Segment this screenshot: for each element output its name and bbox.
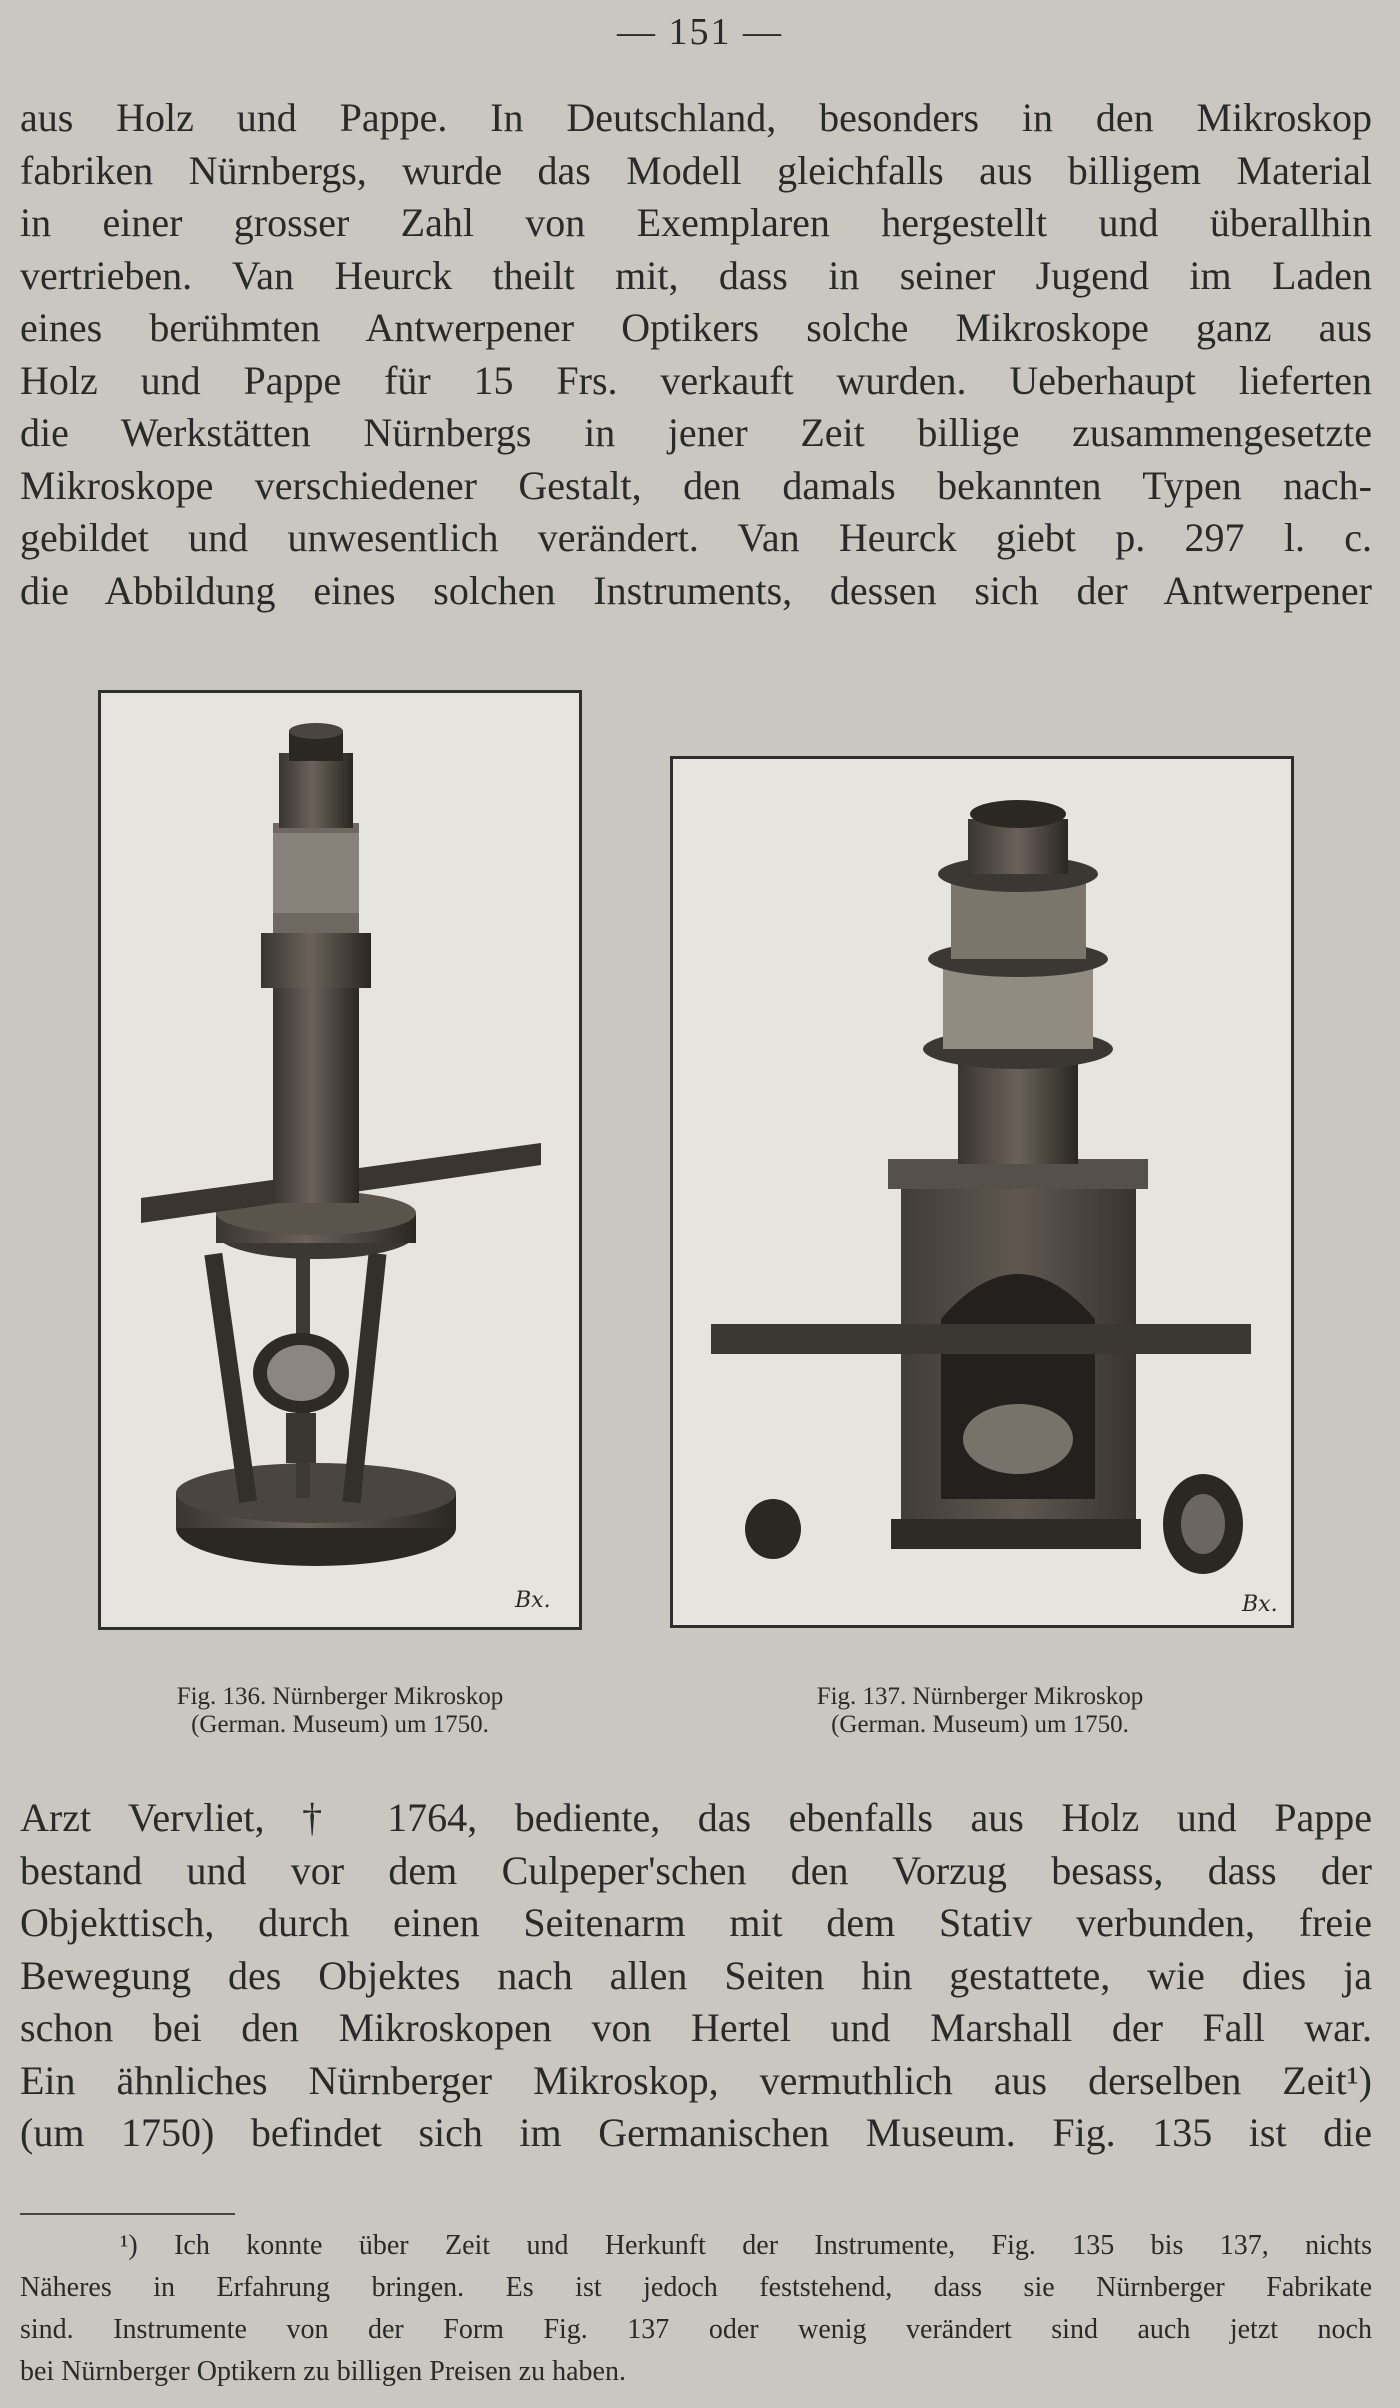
footnote-line: sind. Instrumente von der Form Fig. 137 oder wenig verändert sind auch jetzt noch	[20, 2314, 1372, 2345]
text-line: die Abbildung eines solchen Instruments, dessen sich der Antwerpener	[20, 567, 1372, 613]
text-line: schon bei den Mikroskopen von Hertel und Marshall der Fall war.	[20, 2005, 1372, 2050]
bottom-paragraph	[20, 1792, 1372, 2160]
footnote-rule	[20, 2213, 235, 2215]
caption-line: Fig. 136. Nürnberger Mikroskop	[176, 1683, 504, 1710]
text-line: Objekttisch, durch einen Seitenarm mit dem Stativ verbunden, freie	[20, 1900, 1372, 1945]
figure-136-frame	[98, 690, 582, 1630]
text-line: gebildet und unwesentlich verändert. Van Heurck giebt p. 297 l. c.	[20, 515, 1372, 560]
figure-137-caption	[720, 1683, 1240, 1739]
footnote-line: bei Nürnberger Optikern zu billigen Preisen zu haben.	[20, 2356, 626, 2387]
figure-136-caption	[80, 1683, 600, 1739]
text-line: eines berühmten Antwerpener Optikers solche Mikroskope ganz aus	[20, 305, 1372, 350]
text-line: Bewegung des Objektes nach allen Seiten hin gestattete, wie dies ja	[20, 1952, 1372, 1998]
page-number: — 151 —	[617, 11, 783, 53]
footnote-line: ¹) Ich konnte über Zeit und Herkunft der Instrumente, Fig. 135 bis 137, nichts	[120, 2230, 1372, 2261]
top-paragraph	[20, 92, 1372, 617]
footnote-line: Näheres in Erfahrung bringen. Es ist jedoch feststehend, dass sie Nürnberger Fabrikate	[20, 2272, 1372, 2303]
figure-137-frame	[670, 756, 1294, 1628]
caption-line: (German. Museum) um 1750.	[831, 1711, 1129, 1738]
caption-line: (German. Museum) um 1750.	[191, 1711, 489, 1738]
text-line: die Werkstätten Nürnbergs in jener Zeit billige zusammengesetzte	[20, 410, 1372, 455]
microscope-136-illustration	[101, 693, 579, 1627]
text-line: vertrieben. Van Heurck theilt mit, dass in seiner Jugend im Laden	[20, 252, 1372, 298]
caption-line: Fig. 137. Nürnberger Mikroskop	[816, 1683, 1144, 1710]
text-line: Holz und Pappe für 15 Frs. verkauft wurden. Ueberhaupt lieferten	[20, 357, 1372, 403]
text-line: Mikroskope verschiedener Gestalt, den damals bekannten Typen nach-	[20, 462, 1372, 508]
microscope-137-illustration	[673, 759, 1291, 1625]
footnote	[20, 2225, 1372, 2393]
text-line: (um 1750) befindet sich im Germanischen Museum. Fig. 135 ist die	[20, 2110, 1372, 2155]
text-line: Arzt Vervliet, † 1764, bediente, das ebenfalls aus Holz und Pappe	[20, 1795, 1372, 1840]
text-line: in einer grosser Zahl von Exemplaren hergestellt und überallhin	[20, 200, 1372, 245]
figure-136-signature: Bx.	[515, 1588, 551, 1613]
text-line: bestand und vor dem Culpeper'schen den Vorzug besass, dass der	[20, 1847, 1372, 1893]
text-line: aus Holz und Pappe. In Deutschland, besonders in den Mikroskop	[20, 95, 1372, 140]
text-line: fabriken Nürnbergs, wurde das Modell gleichfalls aus billigem Material	[20, 147, 1372, 193]
text-line: Ein ähnliches Nürnberger Mikroskop, vermuthlich aus derselben Zeit¹)	[20, 2057, 1372, 2103]
figure-137-signature: Bx.	[1242, 1592, 1278, 1617]
